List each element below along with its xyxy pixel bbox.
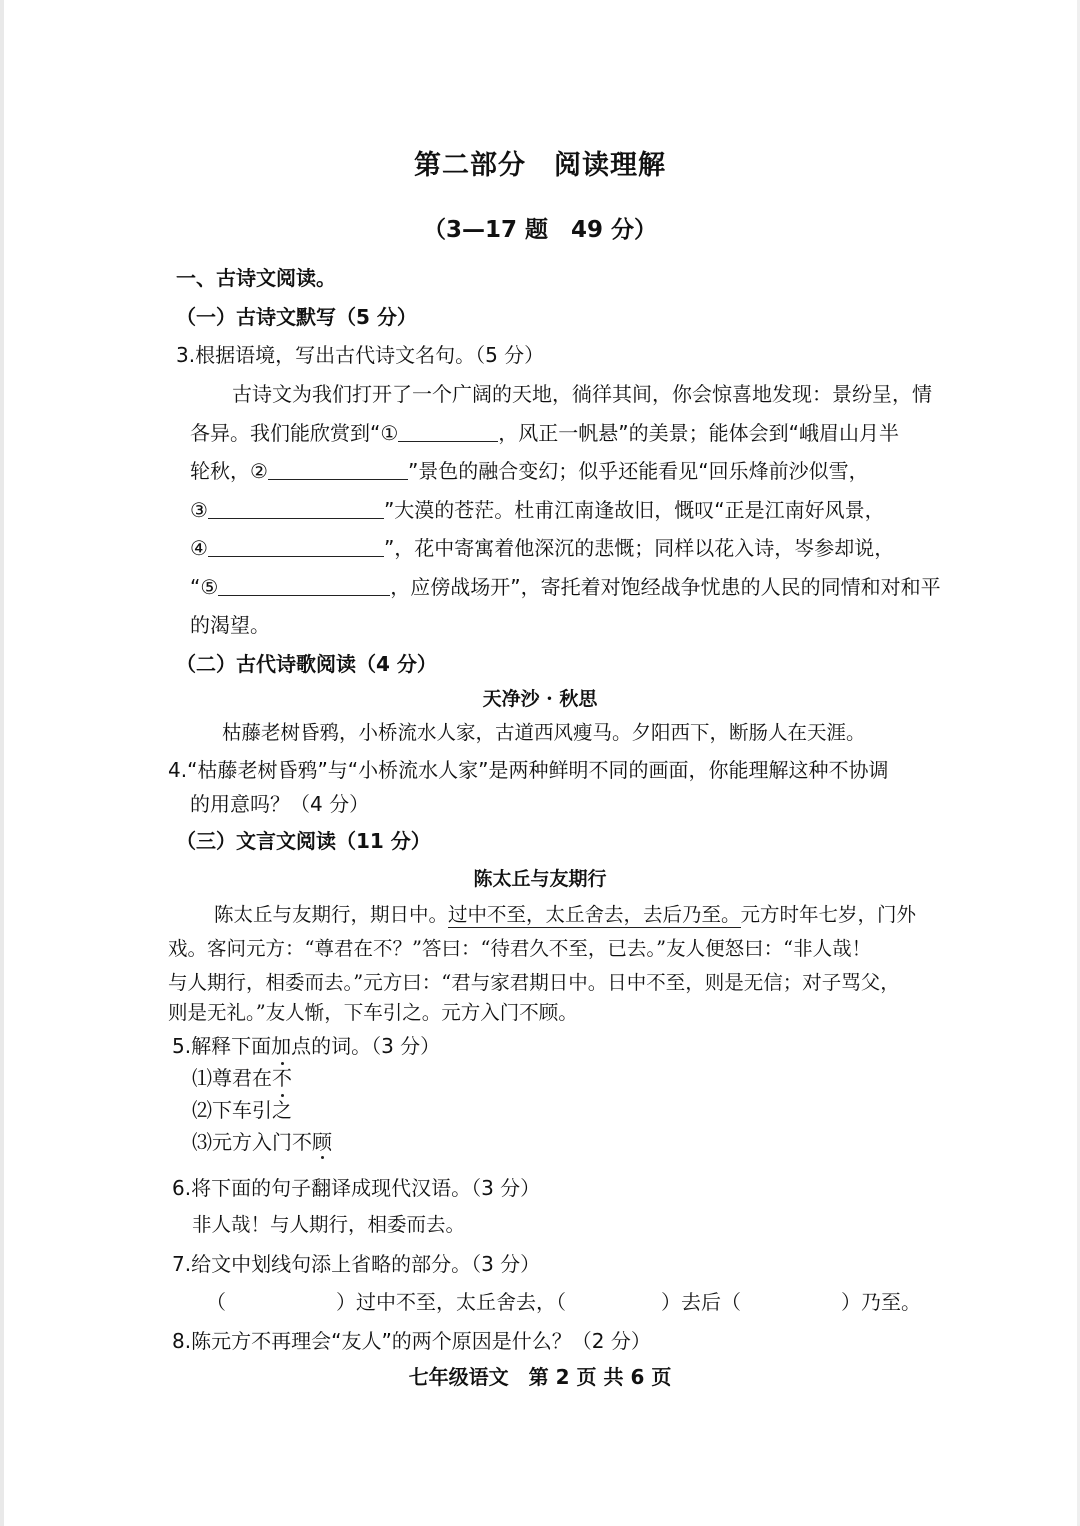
q7-segment-1: ）过中不至，太丘舍去，（ bbox=[336, 1290, 566, 1314]
q3-line-7: 的渴望。 bbox=[190, 613, 270, 637]
q5-item-3-text: ⑶元方入门不 bbox=[192, 1130, 312, 1154]
classical-text-line-1 bbox=[214, 901, 916, 929]
q3-line-2 bbox=[190, 419, 899, 447]
q7-open-paren: （ bbox=[206, 1290, 226, 1314]
q5-item-2-text: ⑵下车引 bbox=[192, 1098, 272, 1122]
q5-stem: 5.解释下面加点的词。（3 分） bbox=[172, 1034, 441, 1058]
q3-line-5 bbox=[190, 534, 894, 562]
poem-text: 枯藤老树昏鸦，小桥流水人家，古道西风瘦马。夕阳西下，断肠人在天涯。 bbox=[222, 721, 866, 744]
q7-segment-3: ）乃至。 bbox=[841, 1290, 921, 1314]
q4-line-2: 的用意吗？（4 分） bbox=[190, 792, 370, 816]
page-subtitle: （3—17 题 49 分） bbox=[422, 217, 658, 243]
q7-fill-line bbox=[206, 1288, 921, 1316]
dotted-word-3: 顾 bbox=[312, 1130, 332, 1154]
q3-line-6-end: ，应傍战场开”，寄托着对饱经战争忧患的人民的同情和对和平 bbox=[390, 575, 941, 599]
q5-item-3 bbox=[192, 1128, 332, 1156]
text-title: 陈太丘与友期行 bbox=[473, 868, 607, 890]
q6-stem: 6.将下面的句子翻译成现代汉语。（3 分） bbox=[172, 1176, 541, 1200]
q5-item-1-text: ⑴尊君在 bbox=[192, 1066, 272, 1090]
dotted-word-2: 之 bbox=[272, 1098, 292, 1122]
q3-line-3 bbox=[190, 457, 869, 485]
q3-line-2-end: ，风正一帆悬”的美景；能体会到“峨眉山月半 bbox=[498, 421, 900, 445]
blank-4[interactable] bbox=[208, 538, 384, 557]
q3-stem: 3.根据语境，写出古代诗文名句。（5 分） bbox=[176, 343, 545, 367]
q3-line-6-start: “⑤ bbox=[190, 575, 219, 599]
q3-line-5-start: ④ bbox=[190, 536, 208, 560]
dotted-word-1: 不 bbox=[272, 1066, 292, 1090]
part2-heading: （二）古代诗歌阅读（4 分） bbox=[176, 652, 437, 676]
q3-line-1: 古诗文为我们打开了一个广阔的天地，徜徉其间，你会惊喜地发现：景纷呈，情 bbox=[232, 382, 932, 406]
q3-line-2-start: 各异。我们能欣赏到“① bbox=[190, 421, 399, 445]
poem-title: 天净沙 · 秋思 bbox=[482, 688, 598, 710]
blank-3[interactable] bbox=[208, 500, 384, 519]
q7-stem: 7.给文中划线句添上省略的部分。（3 分） bbox=[172, 1252, 541, 1276]
classical-text-line-2: 戏。客问元方：“尊君在不？”答曰：“待君久不至，已去。”友人便怒曰：“非人哉！ bbox=[168, 937, 872, 960]
q5-item-2 bbox=[192, 1096, 292, 1124]
q3-line-6 bbox=[190, 573, 941, 601]
blank-2[interactable] bbox=[268, 461, 408, 480]
q3-line-3-end: ”景色的融合变幻；似乎还能看见“回乐烽前沙似雪， bbox=[407, 459, 869, 483]
q7-segment-2: ）去后（ bbox=[661, 1290, 741, 1314]
classical-text-line-3: 与人期行，相委而去。”元方曰：“君与家君期日中。日中不至，则是无信；对子骂父， bbox=[168, 971, 900, 994]
part1-heading: （一）古诗文默写（5 分） bbox=[176, 305, 417, 329]
underlined-sentence: 过中不至，太丘舍去，去后乃至。 bbox=[448, 903, 741, 926]
part3-heading: （三）文言文阅读（11 分） bbox=[176, 829, 431, 853]
text-line-1-start: 陈太丘与友期行，期日中。 bbox=[214, 903, 449, 926]
q3-line-4 bbox=[190, 496, 885, 524]
q8-stem: 8.陈元方不再理会“友人”的两个原因是什么？（2 分） bbox=[172, 1329, 651, 1353]
q3-line-4-end: ”大漠的苍茫。杜甫江南逢故旧，慨叹“正是江南好风景， bbox=[383, 498, 885, 522]
q5-item-1 bbox=[192, 1064, 292, 1092]
q4-line-1: 4.“枯藤老树昏鸦”与“小桥流水人家”是两种鲜明不同的画面，你能理解这种不协调 bbox=[168, 758, 889, 782]
page-footer: 七年级语文 第 2 页 共 6 页 bbox=[408, 1365, 672, 1389]
text-line-1-end: 元方时年七岁，门外 bbox=[740, 903, 917, 926]
q3-line-4-start: ③ bbox=[190, 498, 208, 522]
q3-line-5-end: ”，花中寄寓着他深沉的悲慨；同样以花入诗，岑参却说， bbox=[383, 536, 895, 560]
blank-5[interactable] bbox=[218, 577, 390, 596]
section-heading: 一、古诗文阅读。 bbox=[176, 266, 336, 290]
q6-sentence: 非人哉！与人期行，相委而去。 bbox=[192, 1213, 466, 1236]
q3-line-3-start: 轮秋，② bbox=[190, 459, 268, 483]
blank-1[interactable] bbox=[398, 423, 498, 442]
classical-text-line-4: 则是无礼。”友人惭，下车引之。元方入门不顾。 bbox=[168, 1001, 578, 1024]
page-title: 第二部分 阅读理解 bbox=[414, 150, 666, 181]
